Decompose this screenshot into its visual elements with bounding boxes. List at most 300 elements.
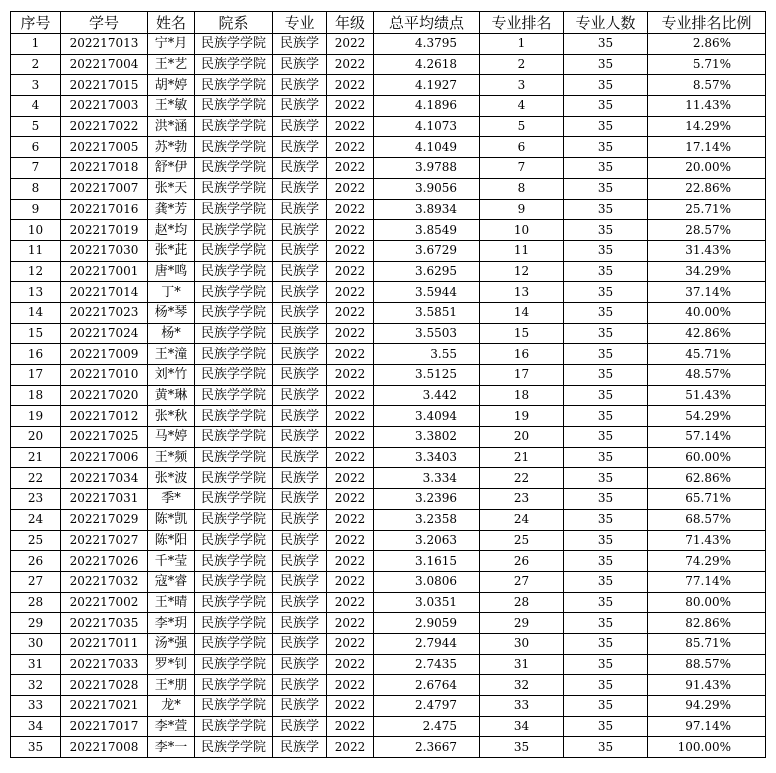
cell-major-rank: 31 bbox=[480, 654, 564, 675]
cell-gpa: 2.7944 bbox=[374, 633, 480, 654]
cell-college: 民族学学院 bbox=[195, 427, 273, 448]
cell-major-rank: 17 bbox=[480, 365, 564, 386]
cell-student-id: 202217034 bbox=[61, 468, 148, 489]
cell-major: 民族学 bbox=[273, 137, 327, 158]
cell-student-id: 202217004 bbox=[61, 54, 148, 75]
cell-grade: 2022 bbox=[327, 261, 374, 282]
cell-rank-ratio: 2.86% bbox=[648, 34, 766, 55]
header-name: 姓名 bbox=[148, 12, 195, 34]
cell-name: 千*莹 bbox=[148, 551, 195, 572]
cell-college: 民族学学院 bbox=[195, 178, 273, 199]
cell-rank-ratio: 94.29% bbox=[648, 696, 766, 717]
table-row bbox=[11, 323, 766, 344]
cell-major-count: 35 bbox=[564, 54, 648, 75]
cell-major: 民族学 bbox=[273, 385, 327, 406]
cell-major-rank: 26 bbox=[480, 551, 564, 572]
cell-grade: 2022 bbox=[327, 427, 374, 448]
cell-major-count: 35 bbox=[564, 199, 648, 220]
cell-major-count: 35 bbox=[564, 385, 648, 406]
cell-name: 舒*伊 bbox=[148, 158, 195, 179]
cell-rank-ratio: 80.00% bbox=[648, 592, 766, 613]
cell-rank-ratio: 42.86% bbox=[648, 323, 766, 344]
cell-gpa: 3.8934 bbox=[374, 199, 480, 220]
cell-rank-ratio: 57.14% bbox=[648, 427, 766, 448]
cell-major-count: 35 bbox=[564, 220, 648, 241]
cell-grade: 2022 bbox=[327, 54, 374, 75]
cell-rank-ratio: 85.71% bbox=[648, 633, 766, 654]
cell-grade: 2022 bbox=[327, 530, 374, 551]
cell-gpa: 3.5851 bbox=[374, 302, 480, 323]
cell-major: 民族学 bbox=[273, 696, 327, 717]
cell-name: 罗*钊 bbox=[148, 654, 195, 675]
cell-name: 胡*婷 bbox=[148, 75, 195, 96]
cell-college: 民族学学院 bbox=[195, 137, 273, 158]
cell-college: 民族学学院 bbox=[195, 633, 273, 654]
table-row bbox=[11, 696, 766, 717]
cell-grade: 2022 bbox=[327, 716, 374, 737]
cell-grade: 2022 bbox=[327, 75, 374, 96]
table-row bbox=[11, 737, 766, 758]
cell-major: 民族学 bbox=[273, 613, 327, 634]
cell-student-id: 202217019 bbox=[61, 220, 148, 241]
cell-college: 民族学学院 bbox=[195, 261, 273, 282]
cell-rank-ratio: 17.14% bbox=[648, 137, 766, 158]
cell-index: 7 bbox=[11, 158, 61, 179]
cell-college: 民族学学院 bbox=[195, 530, 273, 551]
cell-gpa: 3.2063 bbox=[374, 530, 480, 551]
table-row bbox=[11, 551, 766, 572]
cell-college: 民族学学院 bbox=[195, 571, 273, 592]
cell-major-rank: 22 bbox=[480, 468, 564, 489]
cell-major: 民族学 bbox=[273, 54, 327, 75]
cell-index: 33 bbox=[11, 696, 61, 717]
table-row bbox=[11, 261, 766, 282]
cell-major-rank: 16 bbox=[480, 344, 564, 365]
cell-grade: 2022 bbox=[327, 654, 374, 675]
cell-student-id: 202217033 bbox=[61, 654, 148, 675]
cell-college: 民族学学院 bbox=[195, 447, 273, 468]
cell-college: 民族学学院 bbox=[195, 654, 273, 675]
cell-major-rank: 10 bbox=[480, 220, 564, 241]
header-major: 专业 bbox=[273, 12, 327, 34]
cell-rank-ratio: 51.43% bbox=[648, 385, 766, 406]
cell-gpa: 3.9056 bbox=[374, 178, 480, 199]
table-row bbox=[11, 54, 766, 75]
cell-major-count: 35 bbox=[564, 323, 648, 344]
cell-index: 14 bbox=[11, 302, 61, 323]
cell-major-count: 35 bbox=[564, 75, 648, 96]
cell-major-count: 35 bbox=[564, 447, 648, 468]
cell-index: 32 bbox=[11, 675, 61, 696]
cell-major-rank: 6 bbox=[480, 137, 564, 158]
cell-name: 马*婷 bbox=[148, 427, 195, 448]
cell-gpa: 2.9059 bbox=[374, 613, 480, 634]
cell-college: 民族学学院 bbox=[195, 737, 273, 758]
cell-gpa: 3.3403 bbox=[374, 447, 480, 468]
cell-major-rank: 20 bbox=[480, 427, 564, 448]
cell-rank-ratio: 5.71% bbox=[648, 54, 766, 75]
cell-rank-ratio: 37.14% bbox=[648, 282, 766, 303]
cell-major-rank: 4 bbox=[480, 96, 564, 117]
cell-name: 季* bbox=[148, 489, 195, 510]
cell-name: 赵*均 bbox=[148, 220, 195, 241]
table-row bbox=[11, 571, 766, 592]
table-header bbox=[11, 12, 766, 34]
cell-index: 2 bbox=[11, 54, 61, 75]
cell-college: 民族学学院 bbox=[195, 220, 273, 241]
cell-college: 民族学学院 bbox=[195, 509, 273, 530]
cell-name: 刘*竹 bbox=[148, 365, 195, 386]
cell-index: 24 bbox=[11, 509, 61, 530]
cell-rank-ratio: 74.29% bbox=[648, 551, 766, 572]
cell-student-id: 202217029 bbox=[61, 509, 148, 530]
cell-college: 民族学学院 bbox=[195, 592, 273, 613]
cell-index: 12 bbox=[11, 261, 61, 282]
cell-index: 28 bbox=[11, 592, 61, 613]
cell-major-rank: 14 bbox=[480, 302, 564, 323]
cell-major: 民族学 bbox=[273, 489, 327, 510]
cell-index: 29 bbox=[11, 613, 61, 634]
table-row bbox=[11, 302, 766, 323]
table-row bbox=[11, 344, 766, 365]
cell-student-id: 202217015 bbox=[61, 75, 148, 96]
cell-index: 6 bbox=[11, 137, 61, 158]
cell-index: 9 bbox=[11, 199, 61, 220]
cell-rank-ratio: 31.43% bbox=[648, 240, 766, 261]
header-index: 序号 bbox=[11, 12, 61, 34]
cell-major-count: 35 bbox=[564, 489, 648, 510]
cell-college: 民族学学院 bbox=[195, 696, 273, 717]
cell-index: 10 bbox=[11, 220, 61, 241]
cell-college: 民族学学院 bbox=[195, 406, 273, 427]
cell-grade: 2022 bbox=[327, 489, 374, 510]
cell-major-count: 35 bbox=[564, 737, 648, 758]
cell-major: 民族学 bbox=[273, 261, 327, 282]
cell-index: 19 bbox=[11, 406, 61, 427]
cell-index: 35 bbox=[11, 737, 61, 758]
cell-student-id: 202217003 bbox=[61, 96, 148, 117]
cell-major-count: 35 bbox=[564, 675, 648, 696]
cell-major-count: 35 bbox=[564, 261, 648, 282]
cell-major-count: 35 bbox=[564, 365, 648, 386]
cell-major-count: 35 bbox=[564, 302, 648, 323]
cell-index: 3 bbox=[11, 75, 61, 96]
cell-student-id: 202217022 bbox=[61, 116, 148, 137]
cell-grade: 2022 bbox=[327, 96, 374, 117]
cell-major-count: 35 bbox=[564, 633, 648, 654]
cell-major-rank: 19 bbox=[480, 406, 564, 427]
cell-major-count: 35 bbox=[564, 137, 648, 158]
cell-major-rank: 32 bbox=[480, 675, 564, 696]
cell-major-rank: 23 bbox=[480, 489, 564, 510]
cell-gpa: 3.442 bbox=[374, 385, 480, 406]
table-row bbox=[11, 406, 766, 427]
cell-student-id: 202217010 bbox=[61, 365, 148, 386]
header-rank-ratio: 专业排名比例 bbox=[648, 12, 766, 34]
cell-student-id: 202217005 bbox=[61, 137, 148, 158]
cell-college: 民族学学院 bbox=[195, 282, 273, 303]
cell-grade: 2022 bbox=[327, 613, 374, 634]
cell-grade: 2022 bbox=[327, 675, 374, 696]
header-major-count: 专业人数 bbox=[564, 12, 648, 34]
cell-index: 25 bbox=[11, 530, 61, 551]
cell-major-count: 35 bbox=[564, 530, 648, 551]
cell-gpa: 4.1896 bbox=[374, 96, 480, 117]
cell-major: 民族学 bbox=[273, 675, 327, 696]
cell-grade: 2022 bbox=[327, 696, 374, 717]
cell-rank-ratio: 48.57% bbox=[648, 365, 766, 386]
cell-major-rank: 24 bbox=[480, 509, 564, 530]
cell-major-count: 35 bbox=[564, 116, 648, 137]
cell-name: 王*朋 bbox=[148, 675, 195, 696]
cell-major: 民族学 bbox=[273, 468, 327, 489]
table-row bbox=[11, 592, 766, 613]
cell-grade: 2022 bbox=[327, 571, 374, 592]
cell-name: 张*茈 bbox=[148, 240, 195, 261]
cell-index: 11 bbox=[11, 240, 61, 261]
cell-gpa: 3.9788 bbox=[374, 158, 480, 179]
cell-rank-ratio: 22.86% bbox=[648, 178, 766, 199]
cell-grade: 2022 bbox=[327, 344, 374, 365]
table-row bbox=[11, 178, 766, 199]
cell-grade: 2022 bbox=[327, 282, 374, 303]
cell-rank-ratio: 40.00% bbox=[648, 302, 766, 323]
cell-major-count: 35 bbox=[564, 34, 648, 55]
cell-student-id: 202217035 bbox=[61, 613, 148, 634]
cell-student-id: 202217020 bbox=[61, 385, 148, 406]
cell-rank-ratio: 28.57% bbox=[648, 220, 766, 241]
cell-gpa: 3.334 bbox=[374, 468, 480, 489]
cell-college: 民族学学院 bbox=[195, 302, 273, 323]
cell-rank-ratio: 20.00% bbox=[648, 158, 766, 179]
cell-name: 龚*芳 bbox=[148, 199, 195, 220]
cell-college: 民族学学院 bbox=[195, 34, 273, 55]
cell-major-count: 35 bbox=[564, 178, 648, 199]
cell-name: 杨*琴 bbox=[148, 302, 195, 323]
cell-name: 黄*琳 bbox=[148, 385, 195, 406]
cell-name: 寇*睿 bbox=[148, 571, 195, 592]
cell-student-id: 202217021 bbox=[61, 696, 148, 717]
cell-index: 1 bbox=[11, 34, 61, 55]
cell-rank-ratio: 71.43% bbox=[648, 530, 766, 551]
cell-rank-ratio: 68.57% bbox=[648, 509, 766, 530]
cell-grade: 2022 bbox=[327, 592, 374, 613]
cell-college: 民族学学院 bbox=[195, 158, 273, 179]
cell-college: 民族学学院 bbox=[195, 240, 273, 261]
header-row bbox=[11, 12, 766, 34]
table-row bbox=[11, 365, 766, 386]
table-row bbox=[11, 34, 766, 55]
cell-student-id: 202217013 bbox=[61, 34, 148, 55]
cell-major: 民族学 bbox=[273, 530, 327, 551]
cell-major: 民族学 bbox=[273, 178, 327, 199]
cell-gpa: 3.6295 bbox=[374, 261, 480, 282]
cell-student-id: 202217024 bbox=[61, 323, 148, 344]
cell-name: 王*敏 bbox=[148, 96, 195, 117]
cell-gpa: 3.8549 bbox=[374, 220, 480, 241]
cell-name: 陈*阳 bbox=[148, 530, 195, 551]
cell-student-id: 202217012 bbox=[61, 406, 148, 427]
cell-major: 民族学 bbox=[273, 737, 327, 758]
cell-grade: 2022 bbox=[327, 737, 374, 758]
cell-major-rank: 12 bbox=[480, 261, 564, 282]
cell-major-rank: 35 bbox=[480, 737, 564, 758]
cell-grade: 2022 bbox=[327, 509, 374, 530]
cell-gpa: 3.0351 bbox=[374, 592, 480, 613]
cell-gpa: 2.475 bbox=[374, 716, 480, 737]
cell-grade: 2022 bbox=[327, 323, 374, 344]
cell-major: 民族学 bbox=[273, 427, 327, 448]
cell-major-count: 35 bbox=[564, 613, 648, 634]
cell-major-rank: 27 bbox=[480, 571, 564, 592]
cell-college: 民族学学院 bbox=[195, 365, 273, 386]
cell-index: 16 bbox=[11, 344, 61, 365]
cell-name: 洪*涵 bbox=[148, 116, 195, 137]
cell-student-id: 202217016 bbox=[61, 199, 148, 220]
cell-major: 民族学 bbox=[273, 633, 327, 654]
cell-grade: 2022 bbox=[327, 551, 374, 572]
cell-gpa: 4.2618 bbox=[374, 54, 480, 75]
cell-major: 民族学 bbox=[273, 323, 327, 344]
cell-name: 王*艺 bbox=[148, 54, 195, 75]
cell-major-rank: 3 bbox=[480, 75, 564, 96]
cell-student-id: 202217011 bbox=[61, 633, 148, 654]
cell-major-rank: 28 bbox=[480, 592, 564, 613]
cell-student-id: 202217014 bbox=[61, 282, 148, 303]
cell-college: 民族学学院 bbox=[195, 116, 273, 137]
cell-name: 苏*勃 bbox=[148, 137, 195, 158]
cell-major-count: 35 bbox=[564, 571, 648, 592]
cell-student-id: 202217031 bbox=[61, 489, 148, 510]
cell-index: 5 bbox=[11, 116, 61, 137]
cell-major-count: 35 bbox=[564, 158, 648, 179]
cell-name: 李*萱 bbox=[148, 716, 195, 737]
cell-major-count: 35 bbox=[564, 344, 648, 365]
cell-gpa: 2.4797 bbox=[374, 696, 480, 717]
cell-rank-ratio: 82.86% bbox=[648, 613, 766, 634]
cell-index: 17 bbox=[11, 365, 61, 386]
cell-major-count: 35 bbox=[564, 96, 648, 117]
cell-college: 民族学学院 bbox=[195, 344, 273, 365]
cell-name: 张*波 bbox=[148, 468, 195, 489]
cell-major-rank: 8 bbox=[480, 178, 564, 199]
cell-gpa: 3.1615 bbox=[374, 551, 480, 572]
cell-major-rank: 30 bbox=[480, 633, 564, 654]
cell-major: 民族学 bbox=[273, 34, 327, 55]
cell-major: 民族学 bbox=[273, 199, 327, 220]
header-college: 院系 bbox=[195, 12, 273, 34]
cell-college: 民族学学院 bbox=[195, 323, 273, 344]
cell-major: 民族学 bbox=[273, 302, 327, 323]
cell-grade: 2022 bbox=[327, 365, 374, 386]
cell-name: 陈*凯 bbox=[148, 509, 195, 530]
table-row bbox=[11, 240, 766, 261]
cell-major: 民族学 bbox=[273, 365, 327, 386]
cell-name: 宁*月 bbox=[148, 34, 195, 55]
cell-grade: 2022 bbox=[327, 199, 374, 220]
cell-rank-ratio: 100.00% bbox=[648, 737, 766, 758]
cell-college: 民族学学院 bbox=[195, 96, 273, 117]
cell-student-id: 202217007 bbox=[61, 178, 148, 199]
cell-rank-ratio: 11.43% bbox=[648, 96, 766, 117]
ranking-table bbox=[10, 11, 766, 758]
cell-name: 丁* bbox=[148, 282, 195, 303]
cell-index: 27 bbox=[11, 571, 61, 592]
table-body bbox=[11, 34, 766, 758]
cell-rank-ratio: 8.57% bbox=[648, 75, 766, 96]
table-row bbox=[11, 75, 766, 96]
cell-grade: 2022 bbox=[327, 34, 374, 55]
cell-name: 龙* bbox=[148, 696, 195, 717]
cell-student-id: 202217008 bbox=[61, 737, 148, 758]
cell-index: 26 bbox=[11, 551, 61, 572]
cell-college: 民族学学院 bbox=[195, 385, 273, 406]
cell-grade: 2022 bbox=[327, 302, 374, 323]
cell-college: 民族学学院 bbox=[195, 75, 273, 96]
table-row bbox=[11, 447, 766, 468]
table-row bbox=[11, 96, 766, 117]
cell-gpa: 3.2396 bbox=[374, 489, 480, 510]
cell-gpa: 3.5503 bbox=[374, 323, 480, 344]
cell-major: 民族学 bbox=[273, 551, 327, 572]
cell-major: 民族学 bbox=[273, 716, 327, 737]
table-row bbox=[11, 489, 766, 510]
cell-index: 20 bbox=[11, 427, 61, 448]
cell-major-count: 35 bbox=[564, 696, 648, 717]
cell-student-id: 202217006 bbox=[61, 447, 148, 468]
cell-index: 30 bbox=[11, 633, 61, 654]
cell-name: 王*潼 bbox=[148, 344, 195, 365]
cell-major-rank: 1 bbox=[480, 34, 564, 55]
cell-major: 民族学 bbox=[273, 116, 327, 137]
table-row bbox=[11, 282, 766, 303]
cell-index: 4 bbox=[11, 96, 61, 117]
cell-student-id: 202217025 bbox=[61, 427, 148, 448]
cell-gpa: 3.3802 bbox=[374, 427, 480, 448]
cell-student-id: 202217017 bbox=[61, 716, 148, 737]
cell-index: 22 bbox=[11, 468, 61, 489]
cell-student-id: 202217023 bbox=[61, 302, 148, 323]
cell-grade: 2022 bbox=[327, 178, 374, 199]
table-row bbox=[11, 716, 766, 737]
cell-major: 民族学 bbox=[273, 654, 327, 675]
cell-major-count: 35 bbox=[564, 240, 648, 261]
header-major-rank: 专业排名 bbox=[480, 12, 564, 34]
table-row bbox=[11, 468, 766, 489]
cell-rank-ratio: 77.14% bbox=[648, 571, 766, 592]
cell-major-rank: 2 bbox=[480, 54, 564, 75]
cell-major-count: 35 bbox=[564, 406, 648, 427]
cell-rank-ratio: 34.29% bbox=[648, 261, 766, 282]
cell-college: 民族学学院 bbox=[195, 199, 273, 220]
table-row bbox=[11, 220, 766, 241]
cell-index: 13 bbox=[11, 282, 61, 303]
cell-student-id: 202217002 bbox=[61, 592, 148, 613]
cell-index: 8 bbox=[11, 178, 61, 199]
cell-major: 民族学 bbox=[273, 240, 327, 261]
cell-gpa: 3.0806 bbox=[374, 571, 480, 592]
cell-name: 张*秋 bbox=[148, 406, 195, 427]
cell-grade: 2022 bbox=[327, 447, 374, 468]
cell-grade: 2022 bbox=[327, 633, 374, 654]
cell-major-rank: 34 bbox=[480, 716, 564, 737]
cell-major-count: 35 bbox=[564, 427, 648, 448]
cell-rank-ratio: 60.00% bbox=[648, 447, 766, 468]
cell-college: 民族学学院 bbox=[195, 675, 273, 696]
cell-rank-ratio: 62.86% bbox=[648, 468, 766, 489]
cell-grade: 2022 bbox=[327, 116, 374, 137]
cell-name: 杨* bbox=[148, 323, 195, 344]
